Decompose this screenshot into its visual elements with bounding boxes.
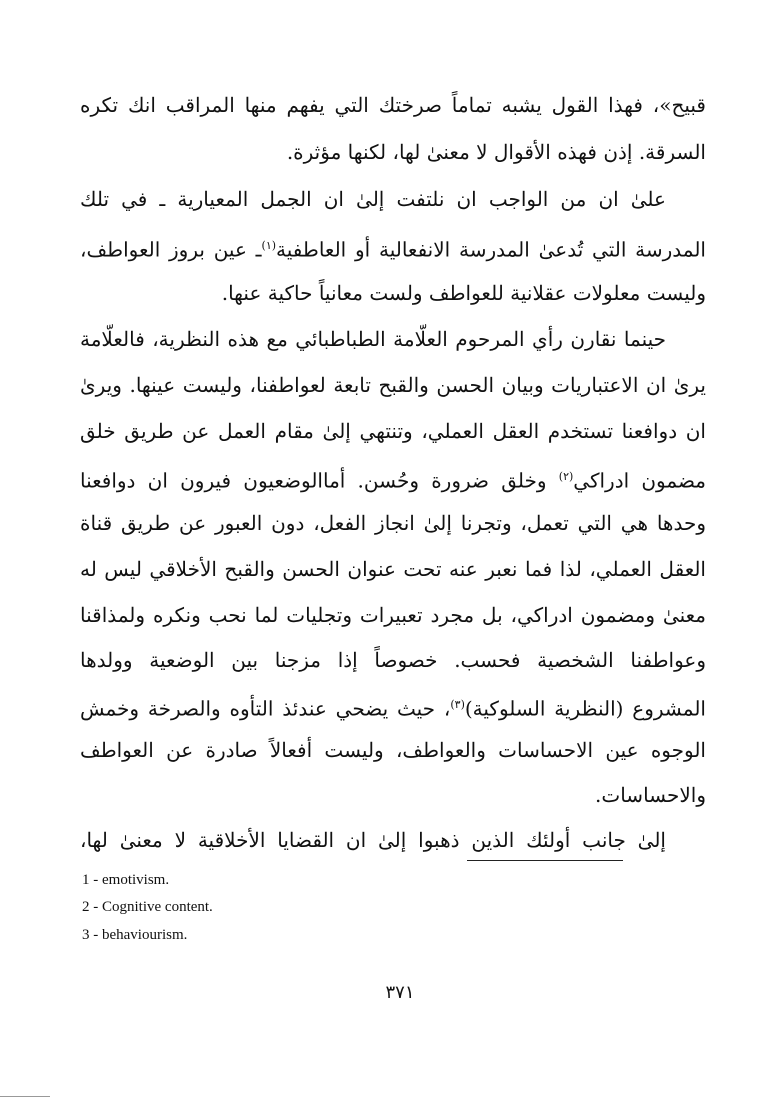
footnote-marker: (١) — [261, 239, 277, 252]
text-line: إلىٰ جانب أولئك الذين ذهبوا إلىٰ ان القضايا الأخلاقية لا معنىٰ لها، — [80, 828, 666, 852]
scan-edge-mark — [0, 1096, 50, 1097]
text-line — [80, 690, 706, 724]
text-line: حينما نقارن رأي المرحوم العلّامة الطباطبائي مع هذه النظرية، فالعلّامة — [80, 327, 666, 351]
page-number: ٣٧١ — [385, 982, 415, 1003]
footnote-marker: (٣) — [450, 698, 465, 711]
text-line: ان دوافعنا تستخدم العقل العملي، وتنتهي إلىٰ مقام العمل عن طريق خلق — [80, 419, 706, 443]
text-line: السرقة. إذن فهذه الأقوال لا معنىٰ لها، لكنها مؤثرة. — [286, 140, 706, 164]
text-line: وعواطفنا الشخصية فحسب. خصوصاً إذا مزجنا بين الوضعية وولدها — [80, 648, 706, 672]
text-line: والاحساسات. — [595, 783, 706, 807]
text-line — [80, 462, 706, 496]
text-line: علىٰ ان من الواجب ان نلتفت إلىٰ ان الجمل المعيارية ـ في تلك — [80, 187, 666, 211]
text-segment: ـ عين بروز العواطف، — [80, 237, 262, 262]
text-line: وحدها هي التي تعمل، وتجرنا إلىٰ انجاز الفعل، دون العبور عن طريق قناة — [80, 511, 706, 535]
text-segment: ، حيث يضحي عندئذ التأوه والصرخة وخمش — [80, 696, 451, 721]
footnote-marker: (٢) — [558, 470, 574, 483]
footnote-divider — [467, 860, 623, 861]
text-line: معنىٰ ومضمون ادراكي، بل مجرد تعبيرات وتجليات لما نحب ونكره ولمذاقنا — [80, 603, 706, 627]
text-segment: المدرسة التي تُدعىٰ المدرسة الانفعالية أو العاطفية — [276, 237, 706, 262]
footnote: 2 - Cognitive content. — [82, 899, 213, 915]
text-line: وليست معلولات عقلانية للعواطف ولست معانياً حاكية عنها. — [221, 281, 706, 305]
footnote: 3 - behaviourism. — [82, 927, 188, 943]
text-line — [80, 231, 706, 265]
text-segment: المشروع (النظرية السلوكية) — [464, 696, 706, 721]
text-segment: مضمون ادراكي — [573, 468, 706, 493]
text-segment: وخلق ضرورة وحُسن. أماالوضعيون فيرون ان دوافعنا — [80, 468, 559, 493]
text-line: يرىٰ ان الاعتباريات وبيان الحسن والقبح تابعة لعواطفنا، وليست عينها. ويرىٰ — [80, 373, 706, 397]
text-line: قبيح»، فهذا القول يشبه تماماً صرختك التي يفهم منها المراقب انك تكره — [80, 93, 706, 117]
footnote: 1 - emotivism. — [82, 872, 170, 888]
text-line: العقل العملي، لذا فما نعبر عنه تحت عنوان الحسن والقبح الأخلاقي ليس له — [80, 557, 706, 581]
text-line: الوجوه عين الاحساسات والعواطف، وليست أفعالاً صادرة عن العواطف — [80, 738, 706, 762]
